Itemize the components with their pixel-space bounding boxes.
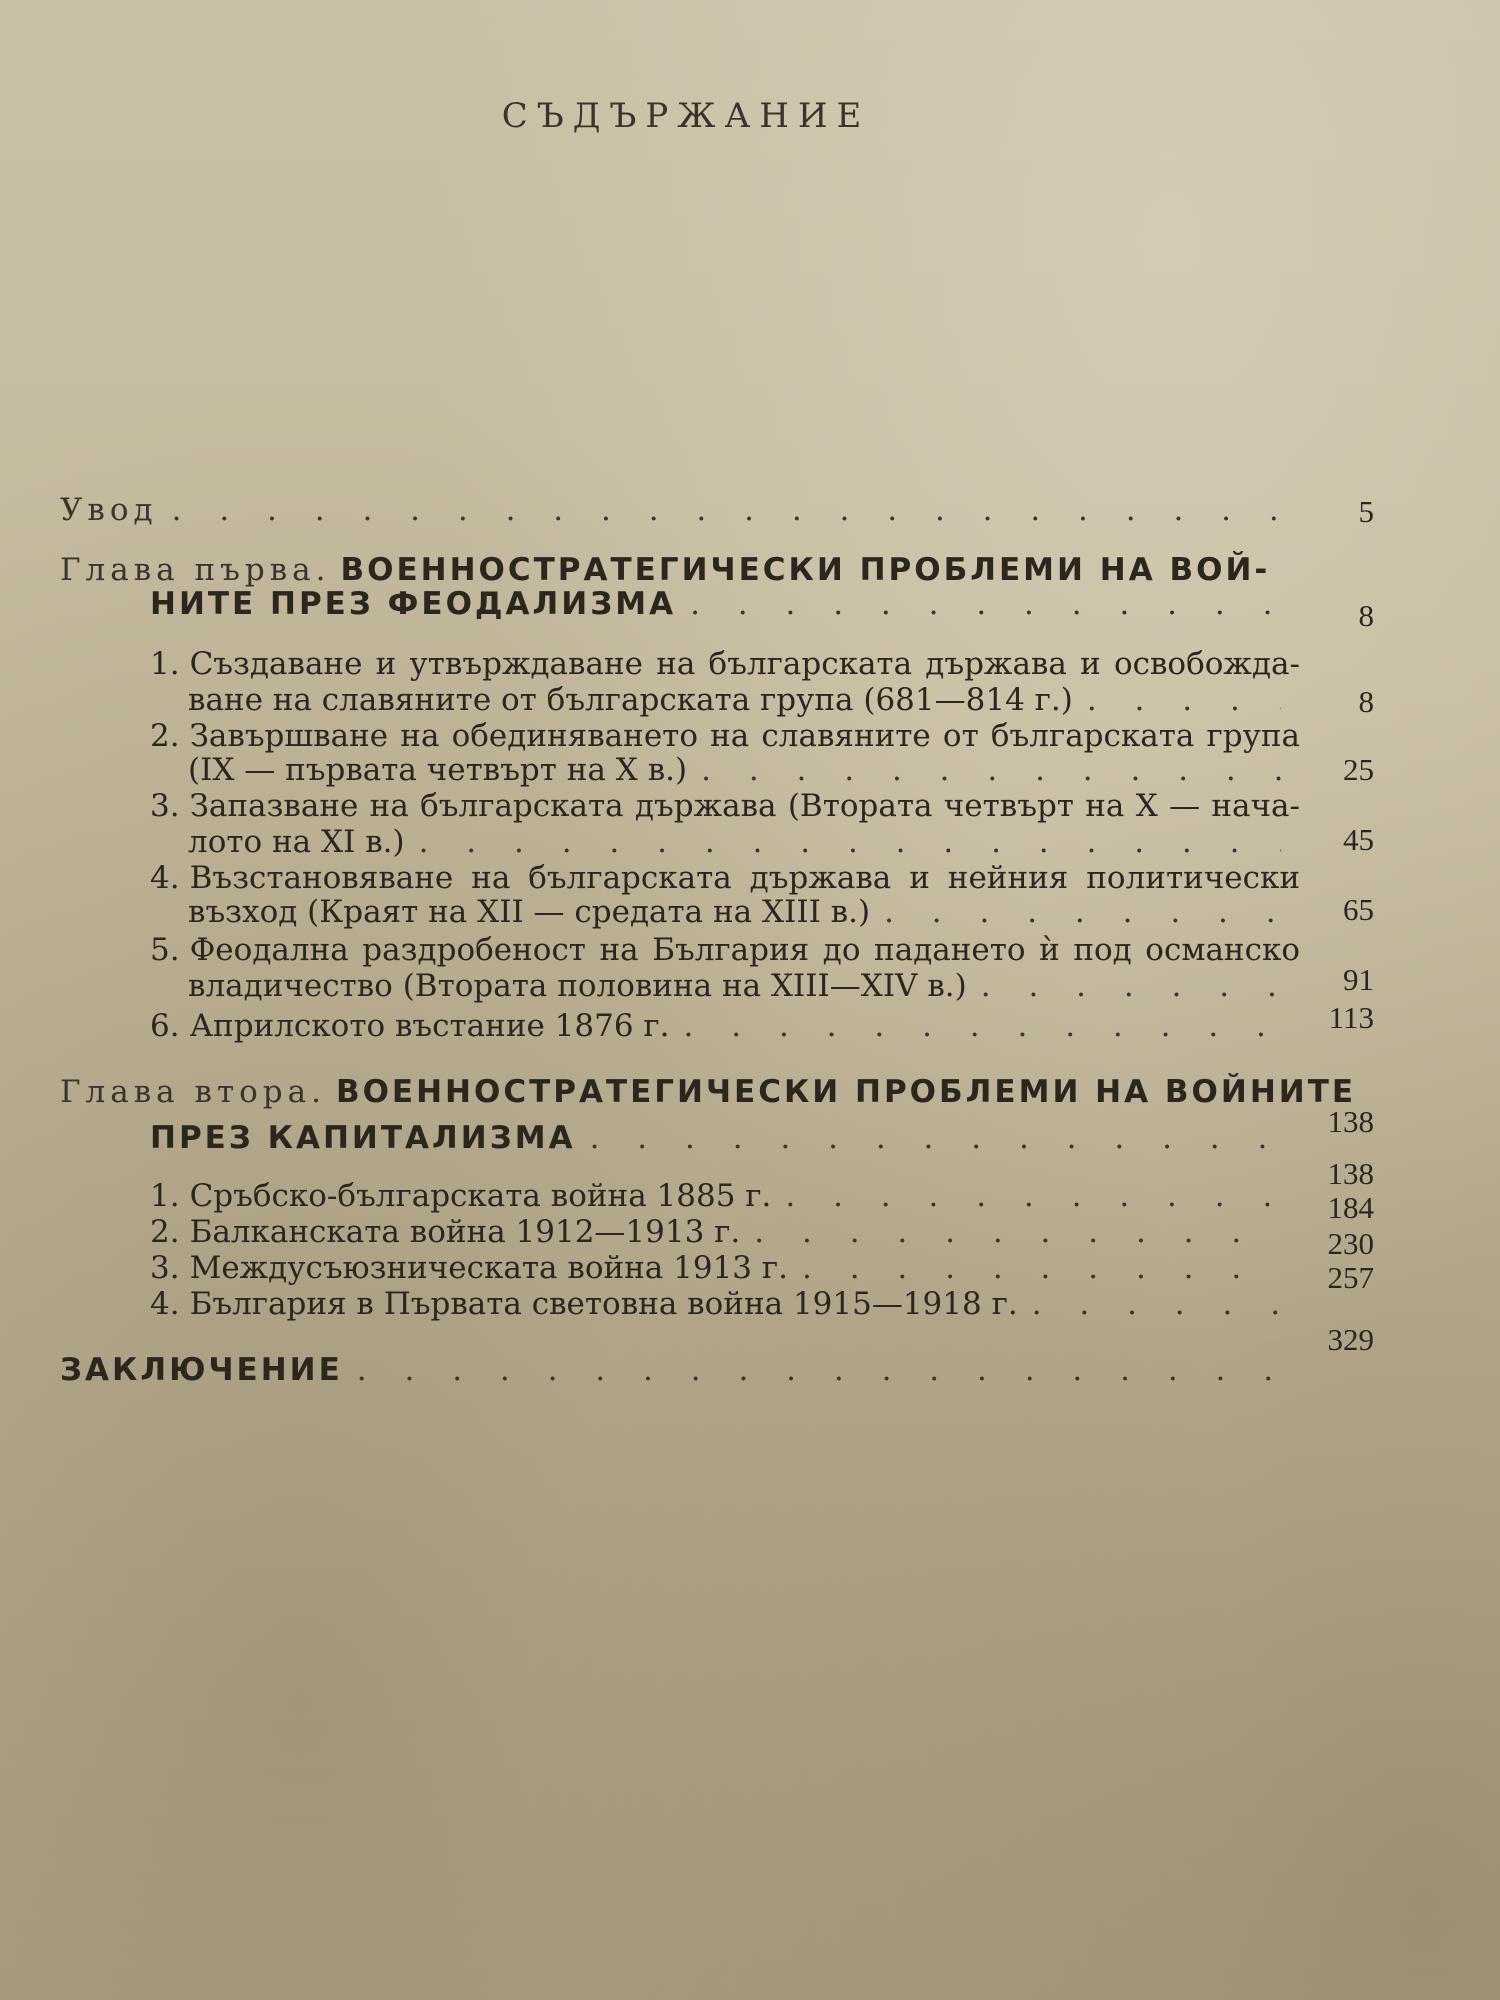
chapter2-title-line1: ВОЕННОСТРАТЕГИЧЕСКИ ПРОБЛЕМИ НА ВОЙНИТЕ	[335, 1074, 1357, 1110]
toc-entry-conclusion[interactable]	[60, 1352, 1295, 1388]
section-1-5-page-number: 91	[1343, 962, 1374, 997]
section-title-continued: (IX — първата четвърт на X в.)	[188, 752, 688, 788]
leader-dots	[802, 1250, 1281, 1286]
chapter1-title-line1: ВОЕННОСТРАТЕГИЧЕСКИ ПРОБЛЕМИ НА ВОЙ-	[340, 552, 1271, 588]
leader-dots	[785, 1178, 1281, 1214]
section-1-3-line1[interactable]	[150, 788, 1300, 824]
section-2-2[interactable]	[150, 1214, 1295, 1250]
leader-dots	[884, 894, 1281, 930]
conclusion-page-number: 329	[1327, 1322, 1374, 1357]
section-1-2-line1[interactable]	[150, 718, 1300, 754]
section-1-5-line2[interactable]	[188, 968, 1295, 1004]
chapter2-heading-line2[interactable]	[150, 1120, 1295, 1156]
leader-dots	[172, 492, 1281, 528]
section-title: България в Първата световна война 1915—1918 г.	[189, 1286, 1018, 1322]
section-1-6-page-number: 113	[1328, 1000, 1374, 1035]
section-title-continued: лото на XI в.)	[188, 824, 405, 860]
section-number: 1.	[150, 1178, 180, 1214]
leader-dots	[1087, 682, 1281, 718]
chapter1-title-line2: НИТЕ ПРЕЗ ФЕОДАЛИЗМА	[150, 586, 677, 622]
section-1-5-line1[interactable]	[150, 932, 1300, 968]
section-number: 2.	[150, 718, 180, 754]
section-title: Априлското въстание 1876 г.	[189, 1008, 670, 1044]
leader-dots	[690, 586, 1281, 622]
section-number: 2.	[150, 1214, 180, 1250]
leader-dots	[754, 1214, 1281, 1250]
section-title: Създаване и утвърждаване на българската държава и освобожда-	[189, 646, 1300, 682]
leader-dots	[981, 968, 1281, 1004]
leader-dots	[590, 1120, 1281, 1156]
section-2-1[interactable]	[150, 1178, 1295, 1214]
chapter2-title-line2: ПРЕЗ КАПИТАЛИЗМА	[150, 1120, 576, 1156]
section-1-3-line2[interactable]	[188, 824, 1295, 860]
leader-dots	[419, 824, 1281, 860]
section-1-1-page-number: 8	[1358, 684, 1374, 719]
intro-label: Увод	[60, 492, 158, 528]
section-title: Сръбско-българската война 1885 г.	[189, 1178, 772, 1214]
chapter1-prefix: Глава първа.	[60, 552, 331, 588]
section-title: Запазване на българската държава (Втората четвърт на X — нача-	[189, 788, 1300, 824]
conclusion-label: ЗАКЛЮЧЕНИЕ	[60, 1352, 343, 1388]
page-title: СЪДЪРЖАНИЕ	[501, 96, 871, 136]
section-title: Междусъюзническата война 1913 г.	[189, 1250, 788, 1286]
section-1-1-line2[interactable]	[188, 682, 1295, 718]
section-1-6[interactable]	[150, 1008, 1295, 1044]
chapter1-heading-line1[interactable]	[60, 552, 1305, 588]
section-1-2-page-number: 25	[1343, 752, 1374, 787]
section-title: Завършване на обединяването на славяните от българската група	[189, 718, 1300, 754]
section-title: Феодална раздробеност на България до падането ѝ под османско	[189, 932, 1300, 968]
section-title: Балканската война 1912—1913 г.	[189, 1214, 741, 1250]
section-1-1-line1[interactable]	[150, 646, 1300, 682]
section-title: Възстановяване на българската държава и нейния политически	[189, 860, 1300, 896]
section-1-2-line2[interactable]	[188, 752, 1295, 788]
section-1-4-line1[interactable]	[150, 860, 1300, 896]
section-number: 5.	[150, 932, 180, 968]
section-number: 4.	[150, 1286, 180, 1322]
section-number: 3.	[150, 1250, 180, 1286]
section-2-2-page-number: 184	[1327, 1190, 1374, 1225]
section-2-1-page-number: 138	[1327, 1156, 1374, 1191]
section-1-4-line2[interactable]	[188, 894, 1295, 930]
section-1-3-page-number: 45	[1343, 822, 1374, 857]
leader-dots	[1032, 1286, 1281, 1322]
chapter2-prefix: Глава втора.	[60, 1074, 326, 1110]
leader-dots	[357, 1352, 1281, 1388]
section-title-continued: възход (Краят на XII — средата на XIII в.)	[188, 894, 871, 930]
toc-entry-intro[interactable]	[60, 492, 1295, 528]
section-number: 3.	[150, 788, 180, 824]
chapter2-page-number: 138	[1327, 1104, 1374, 1139]
section-number: 4.	[150, 860, 180, 896]
leader-dots	[684, 1008, 1281, 1044]
section-2-4-page-number: 257	[1327, 1260, 1374, 1295]
section-2-4[interactable]	[150, 1286, 1295, 1322]
section-2-3[interactable]	[150, 1250, 1295, 1286]
chapter1-heading-line2[interactable]	[150, 586, 1295, 622]
chapter2-heading-line1[interactable]	[60, 1074, 1380, 1110]
section-1-4-page-number: 65	[1343, 892, 1374, 927]
chapter1-page-number: 8	[1358, 598, 1374, 633]
intro-page-number: 5	[1358, 494, 1374, 529]
leader-dots	[701, 752, 1281, 788]
section-2-3-page-number: 230	[1327, 1226, 1374, 1261]
section-number: 1.	[150, 646, 180, 682]
section-title-continued: ване на славяните от българската група (681—814 г.)	[188, 682, 1073, 718]
section-number: 6.	[150, 1008, 180, 1044]
section-title-continued: владичество (Втората половина на XIII—XIV в.)	[188, 968, 967, 1004]
